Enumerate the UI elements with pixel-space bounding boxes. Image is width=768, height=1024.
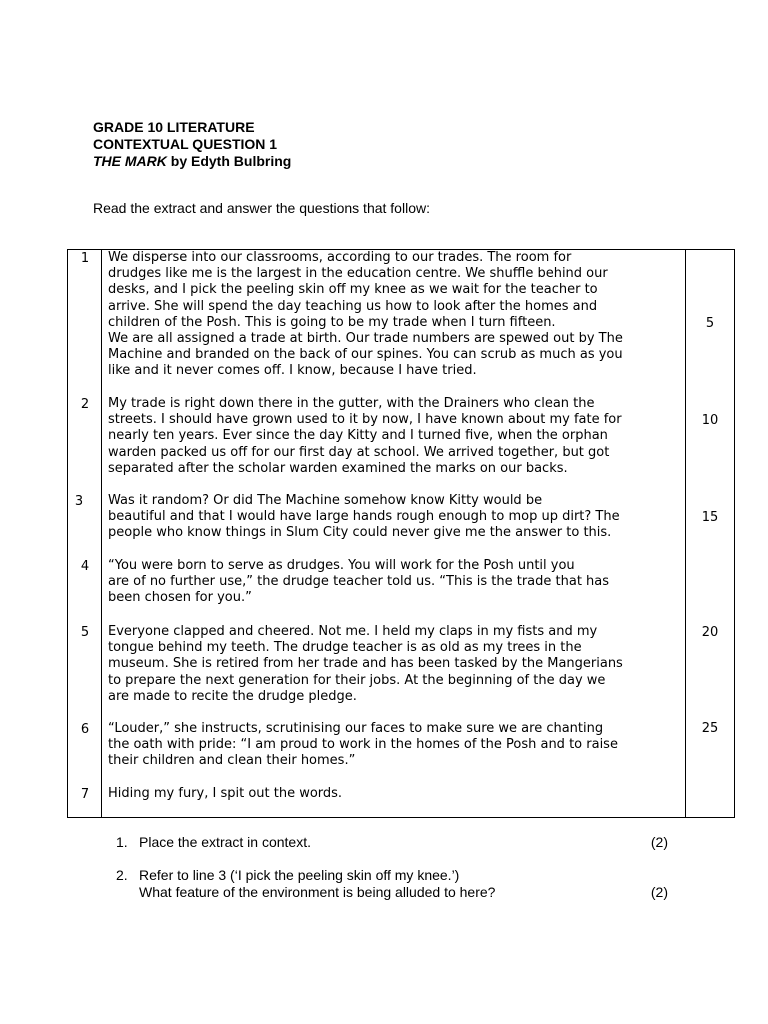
paragraph-number: 5	[80, 625, 90, 640]
book-title: THE MARK	[93, 153, 167, 169]
extract-paragraph: Was it random? Or did The Machine somehow know Kitty would be beautiful and that I would have large hands rough enough to mop up dirt? The people who know things in Slum City could never give me the answer to this.	[108, 493, 620, 541]
book-title-line	[93, 153, 291, 170]
paragraph-number-divider	[101, 250, 102, 817]
extract-paragraph: We disperse into our classrooms, according to our trades. The room for drudges like me is the largest in the education centre. We shuffle behind our desks, and I pick the peeling skin off my knee as we wait for the teacher to arrive. She will spend the day teaching us how to look after the homes and children of the Posh. This is going to be my trade when I turn fifteen. We are all assigned a trade at birth. Our trade numbers are spewed out by The Machine and branded on the back of our spines. You can scrub as much as you like and it never comes off. I know, because I have tried.	[108, 250, 623, 379]
question-number: 2.	[116, 867, 128, 883]
instruction-text: Read the extract and answer the questions that follow:	[93, 200, 430, 216]
question-item	[116, 834, 676, 851]
paragraph-number: 4	[80, 559, 90, 574]
line-number-divider	[685, 250, 686, 817]
question-heading: CONTEXTUAL QUESTION 1	[93, 136, 278, 152]
paragraph-number: 3	[74, 494, 84, 509]
extract-box	[67, 249, 735, 818]
question-text: Place the extract in context.	[139, 834, 311, 850]
line-number: 10	[701, 413, 719, 428]
extract-paragraph: Everyone clapped and cheered. Not me. I held my claps in my fists and my tongue behind my teeth. The drudge teacher is as old as my trees in the museum. She is retired from her trade and has been tasked by the Mangerians to prepare the next generation for their jobs. At the beginning of the day we are made to recite the drudge pledge.	[108, 624, 623, 704]
question-text: Refer to line 3 (‘I pick the peeling skin off my knee.’) What feature of the environment is being alluded to here?	[139, 867, 496, 900]
worksheet-header	[93, 119, 291, 170]
book-author: by Edyth Bulbring	[166, 153, 292, 169]
extract-paragraph: “Louder,” she instructs, scrutinising our faces to make sure we are chanting the oath with pride: “I am proud to work in the homes of the Posh and to raise their children and clean their homes.”	[108, 721, 618, 769]
line-number: 5	[705, 316, 715, 331]
paragraph-number: 7	[80, 787, 90, 802]
paragraph-number: 2	[80, 397, 90, 412]
line-number: 15	[701, 510, 719, 525]
extract-paragraph: “You were born to serve as drudges. You will work for the Posh until you are of no further use,” the drudge teacher told us. “This is the trade that has been chosen for you.”	[108, 558, 610, 606]
extract-paragraph: My trade is right down there in the gutter, with the Drainers who clean the streets. I should have grown used to it by now, I have known about my fate for nearly ten years. Ever since the day Kitty and I turned five, when the orphan warden packed us off for our first day at school. We arrived together, but got separated after the scholar warden examined the marks on our backs.	[108, 396, 622, 476]
paragraph-number: 6	[80, 722, 90, 737]
line-number: 20	[701, 625, 719, 640]
question-item	[116, 867, 676, 901]
question-list	[116, 834, 676, 917]
grade-heading: GRADE 10 LITERATURE	[93, 119, 255, 135]
paragraph-number: 1	[80, 251, 90, 266]
question-marks: (2)	[650, 884, 668, 900]
question-marks: (2)	[650, 834, 668, 850]
line-number: 25	[701, 721, 719, 736]
question-number: 1.	[116, 834, 128, 850]
extract-paragraph: Hiding my fury, I spit out the words.	[108, 786, 343, 801]
